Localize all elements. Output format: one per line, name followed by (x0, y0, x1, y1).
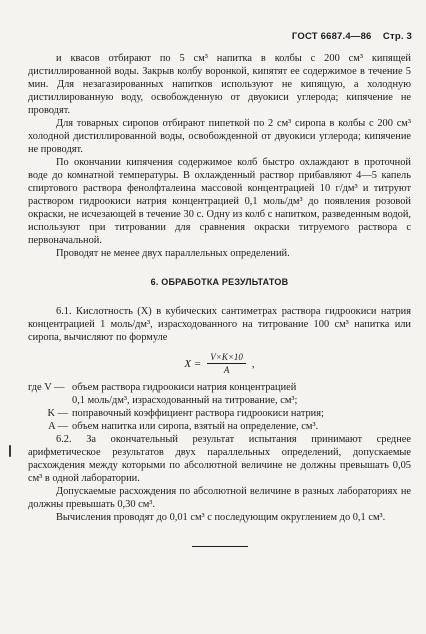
formula-numerator: V×K×10 (207, 352, 246, 364)
clause-6-2: 6.2. За окончательный результат испытания принимают среднее арифметическое результатов двух параллельных определений, допускаемые расхождения между которыми по абсолютной величине не должны превышать 0,05 см³ в одной лаборатории. (28, 434, 411, 484)
definition-row (28, 394, 411, 407)
definition-symbol: A — (48, 421, 68, 432)
formula-tail: , (251, 357, 255, 370)
formula-fraction (207, 352, 246, 375)
section-title: 6. ОБРАБОТКА РЕЗУЛЬТАТОВ (150, 277, 289, 287)
standard-number: ГОСТ 6687.4—86 (291, 31, 372, 42)
header-spacer (374, 31, 380, 42)
page-number: Стр. 3 (382, 31, 412, 42)
definition-text: поправочный коэффициент раствора гидроокиси натрия; (72, 408, 324, 419)
definition-text: 0,1 моль/дм³, израсходованный на титрование, см³; (72, 395, 298, 406)
paragraph: и квасов отбирают по 5 см³ напитка в колбы с 200 см³ кипящей дистиллированной воды. Закрыв колбу воронкой, кипятят ее содержимое в течение 5 мин. Для незагазированных напитков используют не кипящую, а холодную дистиллированную воду, освобожденную от двуокиси углерода; кипячение не проводят. (28, 53, 411, 116)
formula-lhs: X = (184, 357, 202, 370)
definition-row (28, 381, 411, 394)
paragraph: Для товарных сиропов отбирают пипеткой по 2 см³ сиропа в колбы с 200 см³ холодной дистиллированной воды, освобожденной от двуокиси углерода; кипячение не проводят. (28, 118, 411, 155)
paragraph: Вычисления проводят до 0,01 см³ с последующим округлением до 0,1 см³. (56, 512, 386, 523)
variable-definitions (28, 381, 411, 433)
clause-6-1: 6.1. Кислотность (X) в кубических сантиметрах раствора гидроокиси натрия концентрацией 1 моль/дм³, израсходованного на титрование 100 см³ напитка или сиропа, вычисляют по формуле (28, 306, 411, 343)
definition-text: объем напитка или сиропа, взятый на определение, см³. (72, 421, 319, 432)
document-body (28, 52, 411, 547)
definition-row (28, 407, 411, 420)
paragraph: По окончании кипячения содержимое колб быстро охлаждают в проточной воде до комнатной температуры. В охлажденный раствор прибавляют 4—5 капель спиртового раствора фенолфталеина массовой концентрацией 10 г/дм³ и титруют раствором гидроокиси натрия концентрацией 0,1 моль/дм³ до появления розовой окраски, не исчезающей в течение 30 с. Одну из колб с напитком, разведенным водой, используют при титровании для сравнения окраски титруемого раствора с первоначальной. (28, 157, 411, 246)
definition-row (28, 420, 411, 433)
margin-mark (9, 445, 11, 457)
definition-text: объем раствора гидроокиси натрия концентрацией (72, 382, 297, 393)
definition-symbol: K — (47, 408, 68, 419)
formula (28, 352, 411, 375)
page-header (292, 31, 412, 42)
definition-symbol: где V — (28, 382, 65, 393)
formula-denominator: A (223, 365, 230, 375)
paragraph: Проводят не менее двух параллельных определений. (56, 248, 290, 259)
end-rule (192, 546, 248, 547)
paragraph: Допускаемые расхождения по абсолютной величине в разных лабораториях не должны превышать 0,30 см³. (28, 486, 411, 510)
